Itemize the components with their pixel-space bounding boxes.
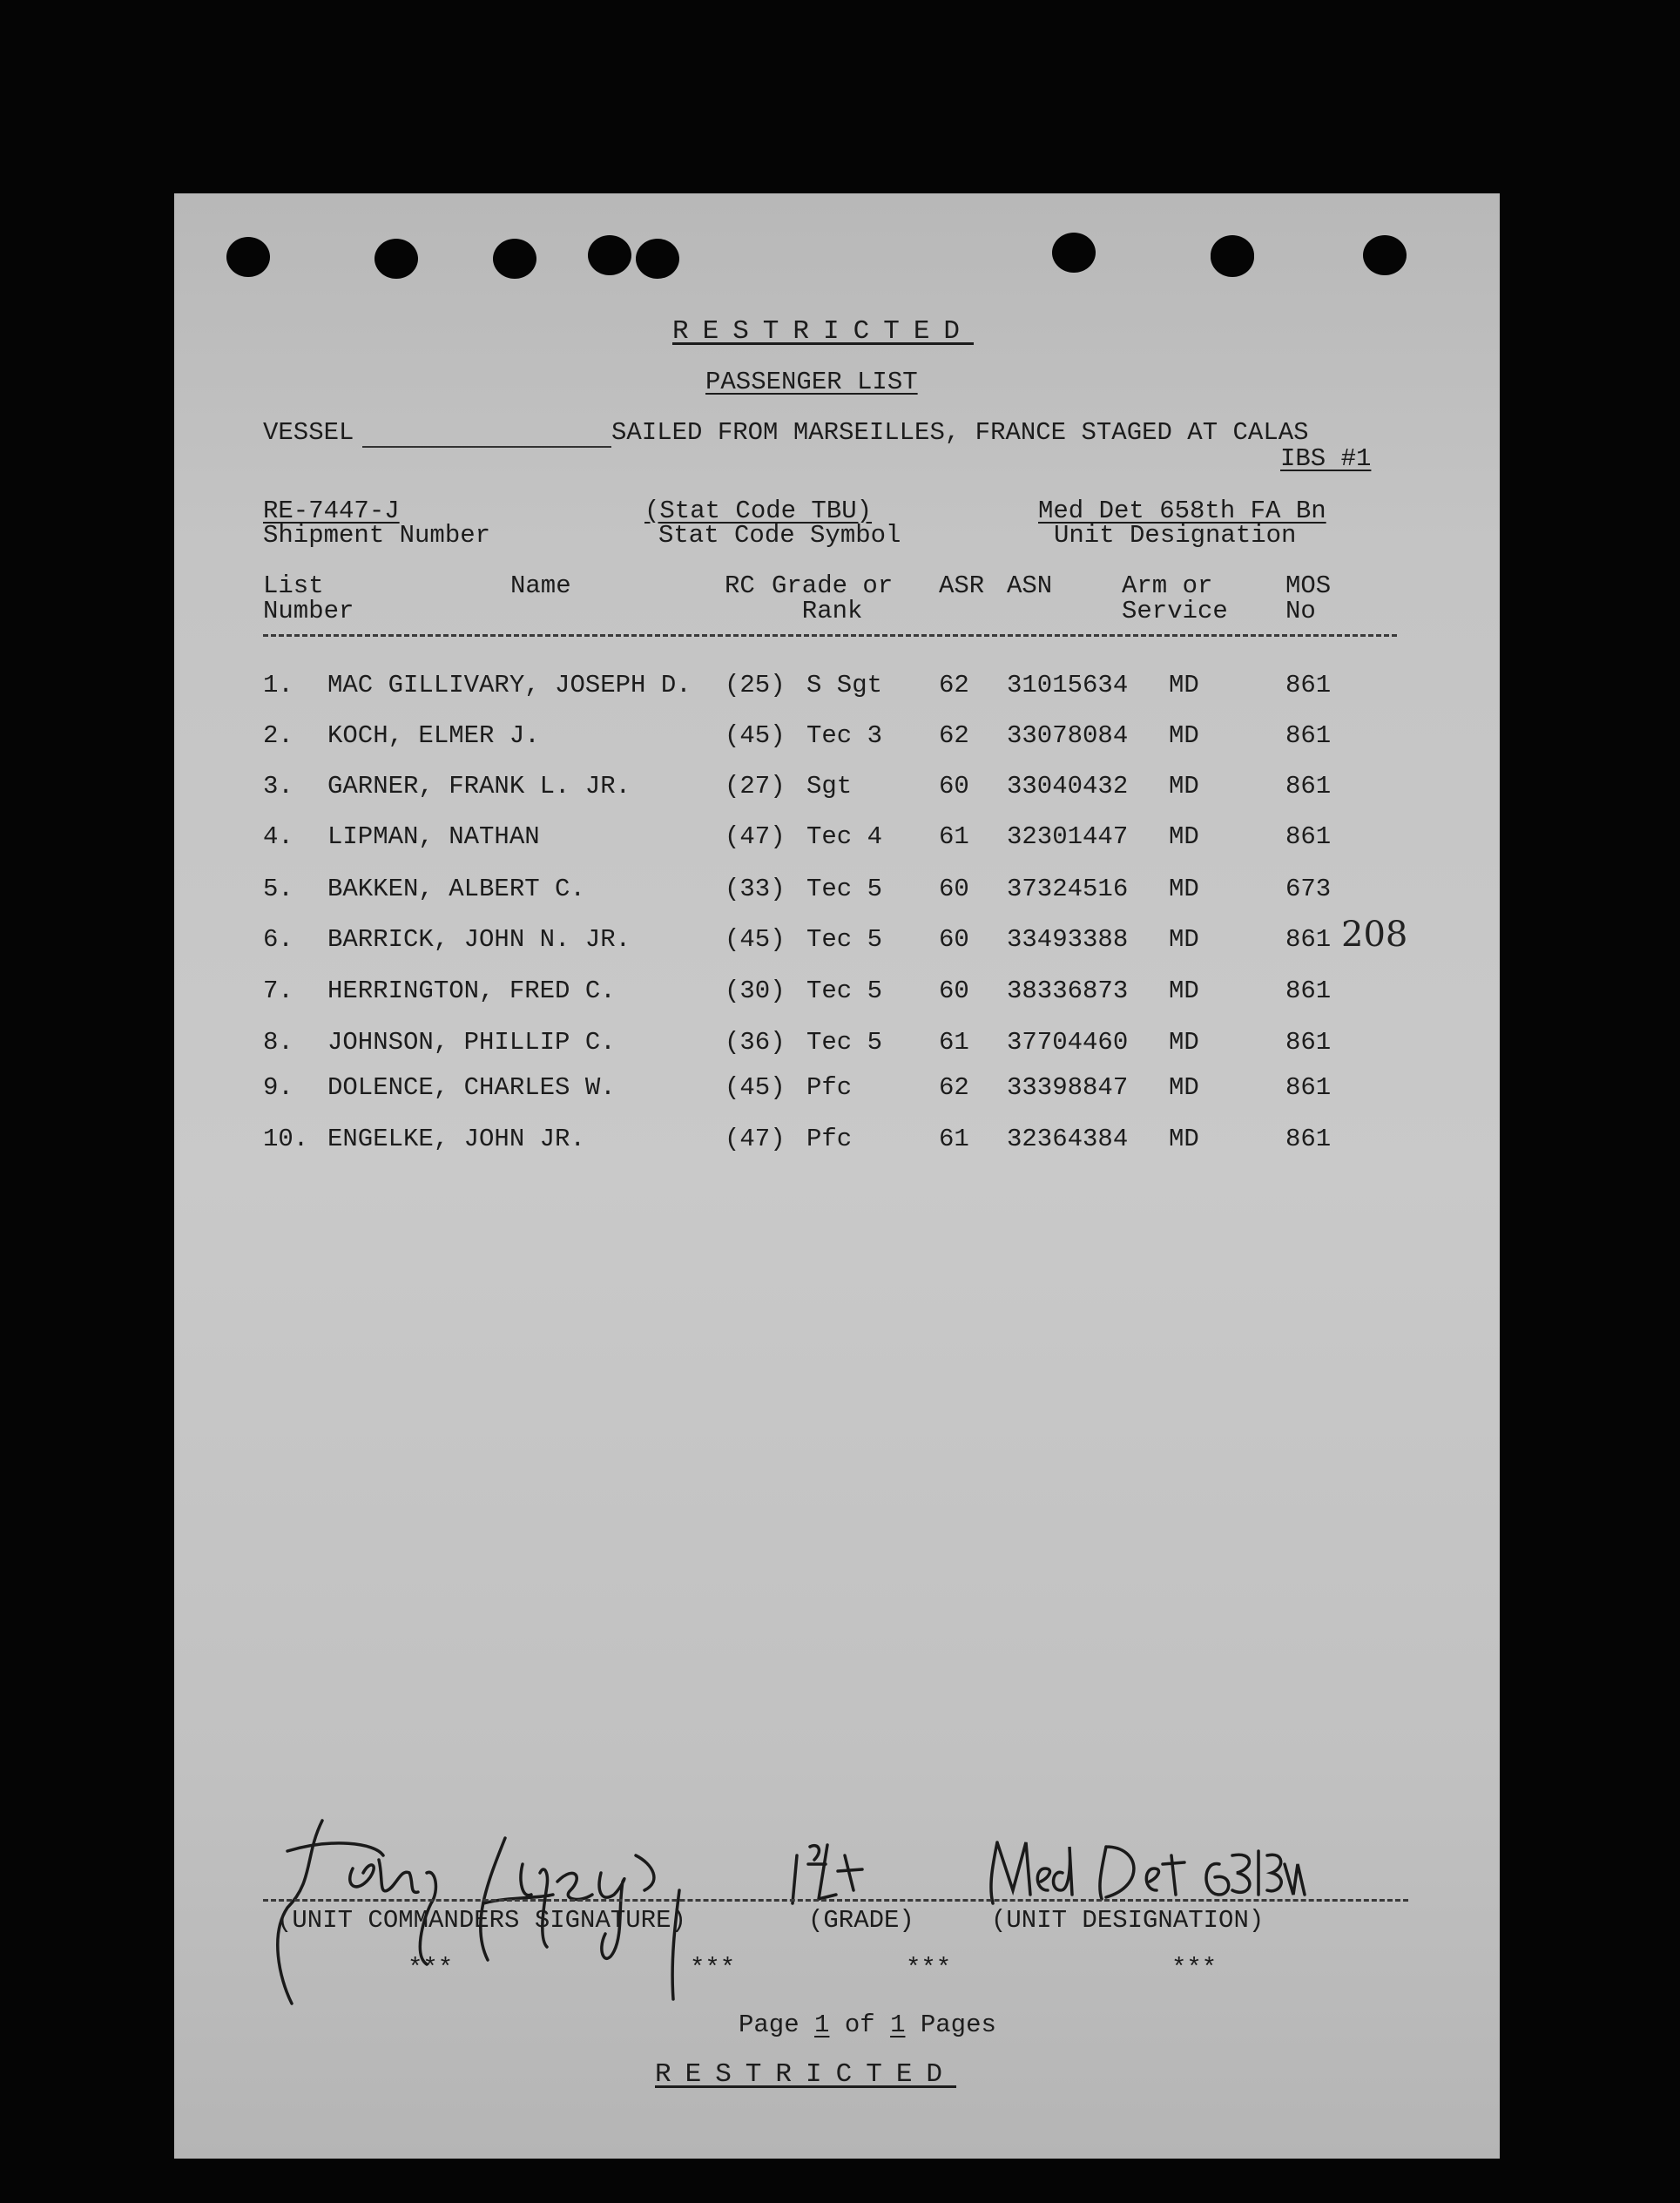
passenger-name: BAKKEN, ALBERT C.: [327, 875, 585, 903]
document-title: PASSENGER LIST: [705, 368, 918, 396]
grade-rank: Sgt: [806, 772, 853, 801]
asr-score: 62: [939, 1073, 969, 1102]
asr-score: 61: [939, 822, 969, 851]
arm-service: MD: [1169, 772, 1199, 801]
arm-service: MD: [1169, 925, 1199, 954]
column-header-list-number: List Number: [263, 571, 354, 625]
unit-commander-signature-label: (UNIT COMMANDERS SIGNATURE): [277, 1906, 686, 1935]
page-indicator: [739, 2012, 996, 2037]
rc-code: (30): [725, 976, 786, 1005]
grade-rank: Tec 4: [806, 822, 883, 851]
rc-code: (47): [725, 1125, 786, 1153]
margin-note: 208: [1341, 915, 1408, 955]
passenger-name: KOCH, ELMER J.: [327, 721, 540, 750]
unit-handwritten: [991, 1842, 1305, 1903]
list-number: 9.: [263, 1073, 293, 1102]
asn-number: 32301447: [1007, 822, 1129, 851]
mos-number: 861: [1285, 772, 1332, 801]
passenger-name: GARNER, FRANK L. JR.: [327, 772, 631, 801]
grade-rank: Pfc: [806, 1125, 853, 1153]
punch-hole: [493, 239, 536, 279]
grade-rank: S Sgt: [806, 671, 883, 699]
mos-number: 861: [1285, 1073, 1332, 1102]
vessel-label: VESSEL: [263, 418, 354, 447]
passenger-name: MAC GILLIVARY, JOSEPH D.: [327, 671, 692, 699]
mos-number: 861: [1285, 1028, 1332, 1057]
separator-stars: ***: [408, 1954, 454, 1983]
passenger-name: DOLENCE, CHARLES W.: [327, 1073, 616, 1102]
asn-number: 37704460: [1007, 1028, 1129, 1057]
page-of: of: [844, 2010, 875, 2039]
list-number: 7.: [263, 976, 293, 1005]
grade-rank: Tec 3: [806, 721, 883, 750]
unit-designation-label: Unit Designation: [1054, 521, 1297, 550]
asr-score: 61: [939, 1125, 969, 1153]
mos-number: 861: [1285, 925, 1332, 954]
staged-at-sub: IBS #1: [1280, 444, 1372, 473]
rc-code: (33): [725, 875, 786, 903]
page-number: 1: [814, 2010, 830, 2039]
asn-number: 37324516: [1007, 875, 1129, 903]
list-number: 1.: [263, 671, 293, 699]
arm-service: MD: [1169, 875, 1199, 903]
grade-rank: Pfc: [806, 1073, 853, 1102]
rc-code: (47): [725, 822, 786, 851]
mos-number: 861: [1285, 822, 1332, 851]
column-header-grade: Grade or Rank: [772, 571, 894, 625]
mos-number: 861: [1285, 671, 1332, 699]
asn-number: 33078084: [1007, 721, 1129, 750]
list-number: 3.: [263, 772, 293, 801]
passenger-name: LIPMAN, NATHAN: [327, 822, 540, 851]
passenger-name: HERRINGTON, FRED C.: [327, 976, 616, 1005]
page-total: 1: [890, 2010, 906, 2039]
arm-service: MD: [1169, 822, 1199, 851]
list-number: 8.: [263, 1028, 293, 1057]
mos-number: 673: [1285, 875, 1332, 903]
asr-score: 60: [939, 875, 969, 903]
asr-score: 60: [939, 976, 969, 1005]
rc-code: (45): [725, 925, 786, 954]
punch-hole: [1363, 235, 1407, 275]
list-number: 5.: [263, 875, 293, 903]
asr-score: 60: [939, 925, 969, 954]
column-header-asr: ASR: [939, 571, 985, 600]
list-number: 10.: [263, 1125, 309, 1153]
grade-rank: Tec 5: [806, 925, 883, 954]
signature-line: [263, 1899, 1408, 1902]
asr-score: 62: [939, 671, 969, 699]
column-header-name: Name: [510, 571, 571, 600]
grade-rank: Tec 5: [806, 976, 883, 1005]
page-suffix: Pages: [920, 2010, 996, 2039]
punch-hole: [636, 239, 679, 279]
asr-score: 62: [939, 721, 969, 750]
column-header-arm: Arm or Service: [1122, 571, 1228, 625]
column-header-asn: ASN: [1007, 571, 1053, 600]
rc-code: (45): [725, 721, 786, 750]
sailed-from-text: SAILED FROM MARSEILLES, FRANCE STAGED AT CALAS: [611, 418, 1309, 447]
unit-designation-footer-label: (UNIT DESIGNATION): [991, 1906, 1265, 1935]
mos-number: 861: [1285, 721, 1332, 750]
punch-hole: [226, 237, 270, 277]
classification-header: RESTRICTED: [672, 316, 975, 347]
arm-service: MD: [1169, 671, 1199, 699]
separator-stars: ***: [1171, 1954, 1218, 1983]
asn-number: 32364384: [1007, 1125, 1129, 1153]
asn-number: 33398847: [1007, 1073, 1129, 1102]
unit-designation: Med Det 658th FA Bn: [1038, 497, 1326, 525]
passenger-name: JOHNSON, PHILLIP C.: [327, 1028, 616, 1057]
separator-stars: ***: [906, 1954, 952, 1983]
rc-code: (45): [725, 1073, 786, 1102]
grade-handwritten: [793, 1845, 862, 1903]
punch-hole: [374, 239, 418, 279]
rc-code: (36): [725, 1028, 786, 1057]
list-number: 2.: [263, 721, 293, 750]
list-number: 6.: [263, 925, 293, 954]
arm-service: MD: [1169, 1028, 1199, 1057]
vessel-blank-line: [362, 446, 611, 448]
passenger-name: ENGELKE, JOHN JR.: [327, 1125, 585, 1153]
column-header-mos: MOS No: [1285, 571, 1332, 625]
rc-code: (27): [725, 772, 786, 801]
rc-code: (25): [725, 671, 786, 699]
asn-number: 38336873: [1007, 976, 1129, 1005]
mos-number: 861: [1285, 976, 1332, 1005]
asr-score: 61: [939, 1028, 969, 1057]
arm-service: MD: [1169, 1125, 1199, 1153]
stat-code: (Stat Code TBU): [644, 497, 873, 525]
arm-service: MD: [1169, 1073, 1199, 1102]
separator-stars: ***: [690, 1954, 736, 1983]
classification-footer: RESTRICTED: [655, 2059, 957, 2090]
punch-hole: [1211, 237, 1254, 277]
arm-service: MD: [1169, 721, 1199, 750]
grade-rank: Tec 5: [806, 1028, 883, 1057]
arm-service: MD: [1169, 976, 1199, 1005]
shipment-number: RE-7447-J: [263, 497, 400, 525]
header-divider: [263, 634, 1397, 637]
page-prefix: Page: [739, 2010, 800, 2039]
asn-number: 33493388: [1007, 925, 1129, 954]
shipment-number-label: Shipment Number: [263, 521, 491, 550]
passenger-name: BARRICK, JOHN N. JR.: [327, 925, 631, 954]
stat-code-label: Stat Code Symbol: [658, 521, 901, 550]
list-number: 4.: [263, 822, 293, 851]
asn-number: 33040432: [1007, 772, 1129, 801]
punch-hole: [1052, 233, 1096, 273]
grade-label: (GRADE): [808, 1906, 914, 1935]
grade-rank: Tec 5: [806, 875, 883, 903]
asr-score: 60: [939, 772, 969, 801]
asn-number: 31015634: [1007, 671, 1129, 699]
punch-hole: [588, 235, 631, 275]
mos-number: 861: [1285, 1125, 1332, 1153]
column-header-rc: RC: [725, 571, 755, 600]
